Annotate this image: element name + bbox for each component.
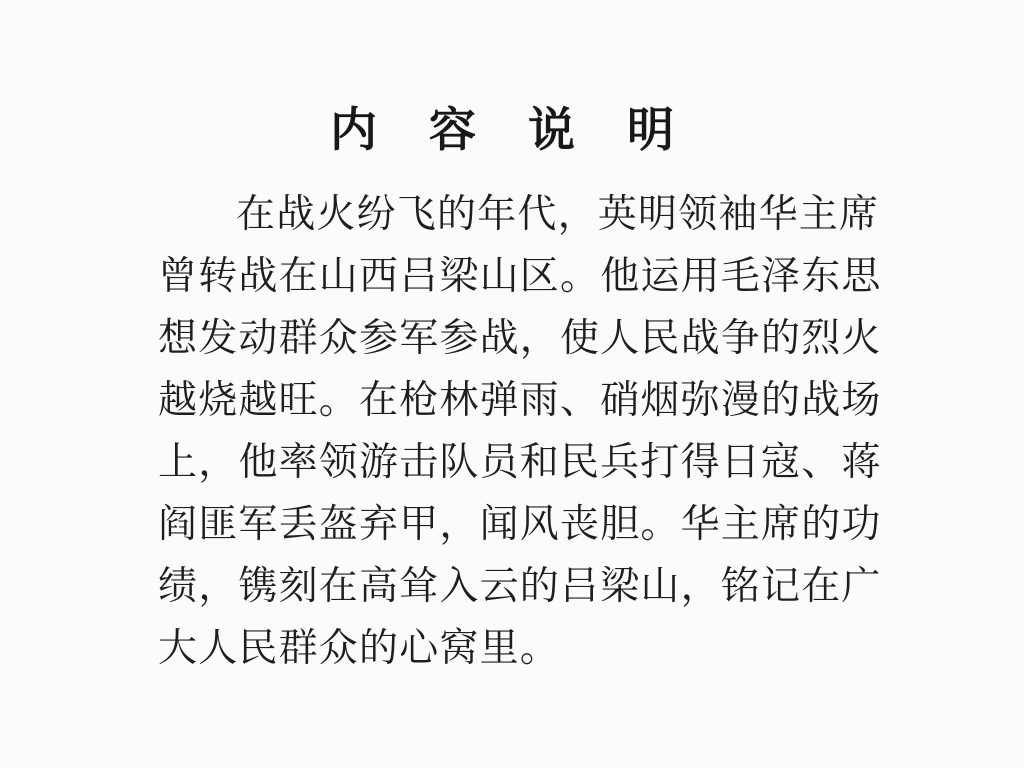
page-title: 内容说明	[330, 103, 726, 158]
paragraph-line: 曾转战在山西吕梁山区。他运用毛泽东思	[158, 254, 882, 299]
paragraph-line: 绩，镌刻在高耸入云的吕梁山，铭记在广	[158, 564, 882, 609]
body-paragraph	[158, 184, 898, 680]
paragraph-line: 大人民群众的心窝里。	[158, 626, 561, 671]
paragraph-line: 上，他率领游击队员和民兵打得日寇、蒋	[158, 440, 882, 485]
paragraph-line: 想发动群众参军参战，使人民战争的烈火	[158, 316, 882, 361]
paragraph-line: 在战火纷飞的年代，英明领袖华主席	[236, 192, 880, 237]
paragraph-line: 阎匪军丢盔弃甲，闻风丧胆。华主席的功	[158, 502, 882, 547]
paragraph-line: 越烧越旺。在枪林弹雨、硝烟弥漫的战场	[158, 378, 882, 423]
